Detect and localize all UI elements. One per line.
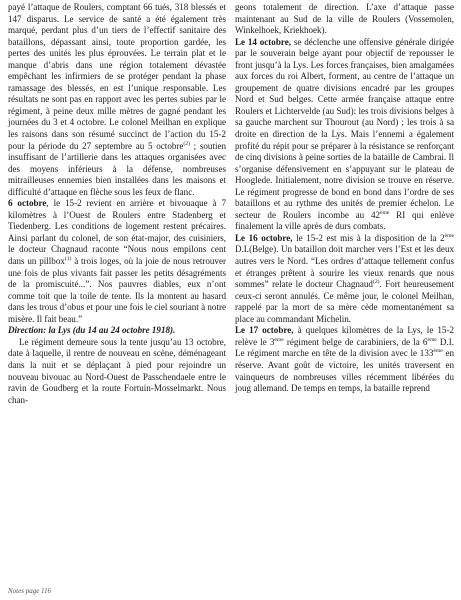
section-heading-direction-lys: Direction: la Lys (du 14 au 24 octobre 1918). [8, 325, 176, 336]
paragraph-roulers-losses: payé l’attaque de Roulers, comptant 66 tués, 318 blessés et 147 disparus. Le service de santé a été également très marqué, perdant plus d’un tiers de l’effectif sanitaire des bataillons, dépassant ainsi, toute proportion gardée, les pertes des unités les plus éprouvées. Le terrain plat et le manque d’abris dans une région totalement dévastée empêchant les infirmiers de se protéger pendant la phase ramassage des blessés, en est l’unique responsable. Les résultats ne sont pas en rapport avec les pertes subies par le régiment, à peine deux mille mètres de gagné pendant les journées du 3 et 4 octobre. Le colonel Meilhan en explique les raisons dans son résumé succinct de l’action du 15-2 pour la période du 27 septembre au 5 octobre$^{(2)}$ ; soutien insuffisant de l’artillerie dans les attaques organisées avec des moyens inférieurs à la défense, nombreuses mitrailleuses ennemies bien installées dans les maisons et difficulté d’attaque en flèche sous les feux de flanc. [8, 2, 227, 197]
page-footer: Notes page 116 [8, 587, 52, 595]
ordinal-sup: ème [433, 348, 443, 355]
right-column [235, 2, 454, 395]
ordinal-sup: ème [380, 209, 390, 216]
ordinal-sup: ème [274, 336, 284, 343]
paragraph-6-octobre: 6 octobre, le 15-2 revient en arrière et bivouaque à 7 kilomètres à l’Ouest de Roulers entre Stadenberg et Tiedenberg. Les conditions de logement restent précaires. Ainsi parlant du colonel, de son état-major, des cuisiniers, le docteur Chagnaud raconte “Nous nous empilons cent dans un pillbox$^{(1)}$ à trois loges, où la joie de nous retrouver une fois de plus vivants fait passer les petits désagréments de la promiscuité...”. Nos pauvres diables, eux n’ont comme toit que la toile de tente. Ils la montent au hasard dans les trous d’obus et pour une fois le ciel souriant à notre misère. Il fait beau.” [8, 198, 226, 324]
footnote-ref: (1) [64, 256, 72, 263]
ordinal-sup: ème [427, 336, 437, 343]
paragraph-13-octobre: Le régiment demeure sous la tente jusqu’au 13 octobre, date à laquelle, il rentre de nouveau en scène, déménageant dans la nuit et se déplaçant à pied pour rejoindre un nouveau bivouac au Nord-Ouest de Passchendaele entre le ravin de Goudberg et la route Fortuin-Mosselmarkt. Nous chan- [8, 336, 226, 405]
paragraph-14-octobre: Le 14 octobre, se déclenche une offensive générale dirigée par le souverain belge ayant pour objectif de repousser le front jusqu’à la Lys. Les forces françaises, bien amalgamées aux forces du roi Albert, forment, au centre de l’attaque un groupement de quatre divisions encadré par les groupes Nord et Sud belges. Cette armée française attaque entre Roulers et Lichtervelde (au Sud): les trois divisions belges à sa gauche marchent sur Thourout (au Nord) ; les trois à sa droite en direction de la Lys. Mais l’ennemi a également profité du répit pour se préparer à la résistance se renforçant de cinq divisions à peine sorties de la bataille de Cambrai. Il s’organise défensivement en s’appuyant sur le plateau de Hooglede. Initialement, notre division se trouve en réserve. Le régiment progresse de bond en bond dans l’ordre de ses bataillons et au rythme des unités de premier échelon. Le secteur de Roulers incombe au 42ème RI qui enlève finalement la ville après de durs combats. [235, 36, 454, 232]
footnote-ref: (2) [372, 279, 380, 286]
paragraph-17-octobre: Le 17 octobre, à quelques kilomètres de la Lys, le 15-2 relève le 3ème régiment belge de carabiniers, de la 6ème D.I. Le régiment marche en tête de la division avec le 133ème en réserve. Avant goût de victoire, les unités traversent en vainqueurs de nombreuses villes récemment libérées du joug allemand. De temps en temps, la bataille reprend [235, 325, 454, 394]
date-heading: Le 17 octobre, [235, 325, 294, 336]
date-heading: Le 14 octobre, [235, 36, 291, 47]
date-heading: Le 16 octobre, [235, 232, 293, 243]
footnote-ref: (2) [183, 140, 190, 147]
left-column [8, 2, 226, 406]
paragraph-direction-change: geons totalement de direction. L’axe d’attaque passe maintenant au Sud de la ville de Roulers (Vossemolen, Winkelhoek, Kriekhoek). [235, 2, 454, 36]
paragraph-16-octobre: Le 16 octobre, le 15-2 est mis à la disposition de la 2ème D.I.(Belge). Un bataillon doit marcher vers l’Est et les deux autres vers le Nord. “Les ordres d’attaque tellement confus et étranges prêtent à sourire les vieux renards que nous sommes” relate le docteur Chagnaud$^{(2)}$. Fort heureusement ceux-ci seront annulés. Ce même jour, le colonel Meilhan, rappelé par la mort de sa mère cède momentanément sa place au commandant Michelin. [235, 232, 454, 324]
date-heading: 6 octobre [8, 198, 47, 209]
ordinal-sup: ème [444, 232, 454, 239]
